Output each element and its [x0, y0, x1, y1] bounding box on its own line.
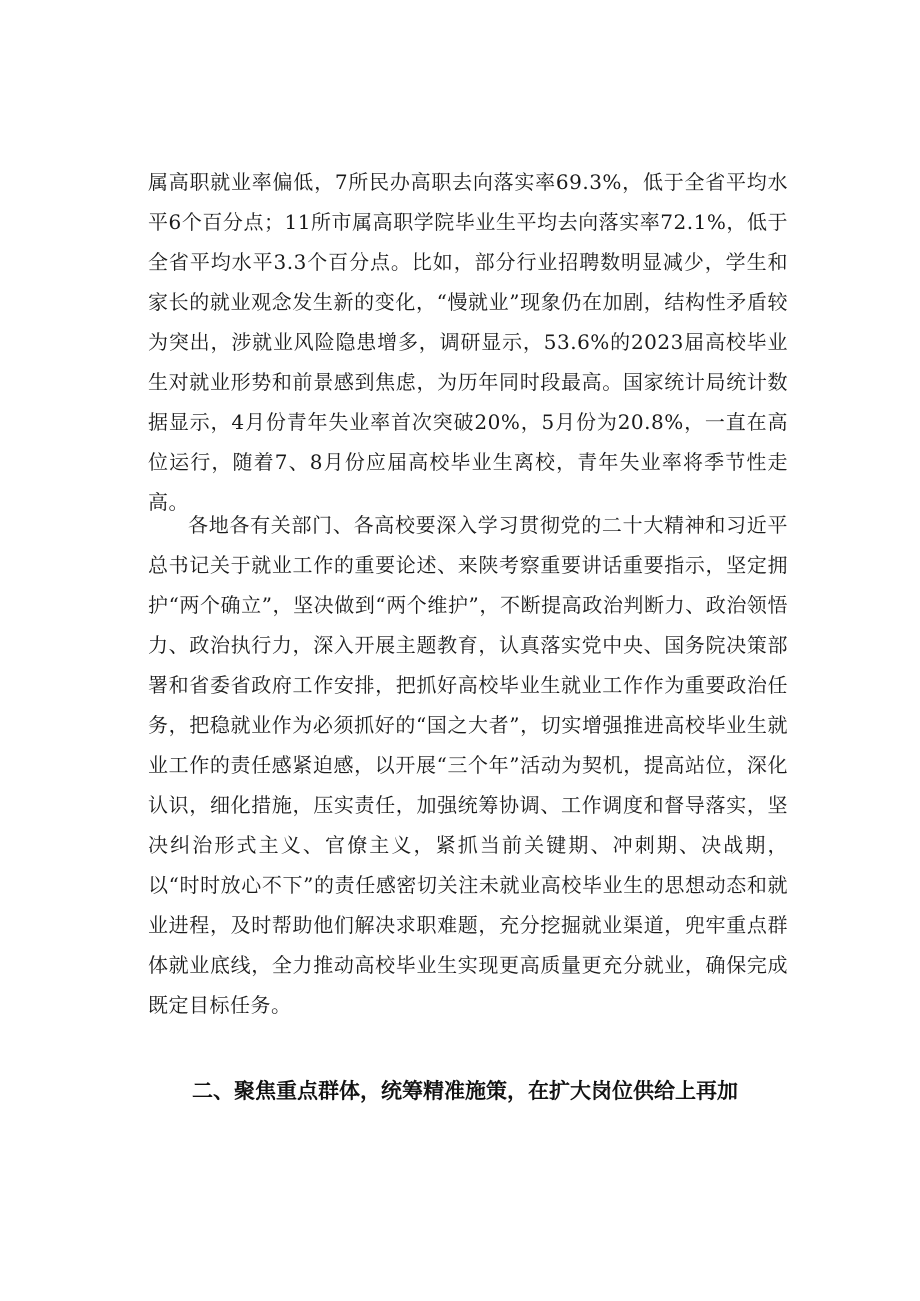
body-paragraph-employment-data: 属高职就业率偏低，7所民办高职去向落实率69.3%，低于全省平均水平6个百分点；11所市属高职学院毕业生平均去向落实率72.1%，低于全省平均水平3.3个百分点。比如，部分行业招聘数明显减少，学生和家长的就业观念发生新的变化，“慢就业”现象仍在加剧，结构性矛盾较为突出，涉就业风险隐患增多，调研显示，53.6%的2023届高校毕业生对就业形势和前景感到焦虑，为历年同时段最高。国家统计局统计数据显示，4月份青年失业率首次突破20%，5月份为20.8%，一直在高位运行，随着7、8月份应届高校毕业生离校，青年失业率将季节性走高。 [148, 170, 788, 514]
section-heading: 二、聚焦重点群体，统筹精准施策，在扩大岗位供给上再加 [192, 1079, 738, 1103]
body-paragraph-work-requirements: 各地各有关部门、各高校要深入学习贯彻党的二十大精神和习近平总书记关于就业工作的重要论述、来陕考察重要讲话重要指示，坚定拥护“两个确立”，坚决做到“两个维护”，不断提高政治判断力、政治领悟力、政治执行力，深入开展主题教育，认真落实党中央、国务院决策部署和省委省政府工作安排，把抓好高校毕业生就业工作作为重要政治任务，把稳就业作为必须抓好的“国之大者”，切实增强推进高校毕业生就业工作的责任感紧迫感，以开展“三个年”活动为契机，提高站位，深化认识，细化措施，压实责任，加强统筹协调、工作调度和督导落实，坚决纠治形式主义、官僚主义，紧抓当前关键期、冲刺期、决战期，以“时时放心不下”的责任感密切关注未就业高校毕业生的思想动态和就业进程，及时帮助他们解决求职难题，充分挖掘就业渠道，兜牢重点群体就业底线，全力推动高校毕业生实现更高质量更充分就业，确保完成既定目标任务。 [148, 513, 788, 1017]
